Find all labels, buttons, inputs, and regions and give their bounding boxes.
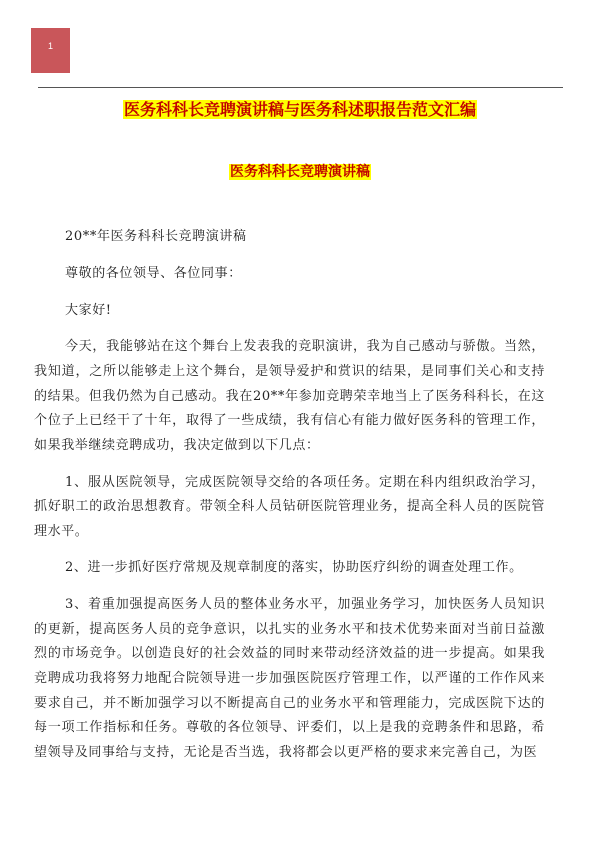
page-number: 1 [47,41,53,51]
section-title [0,162,600,182]
document-title [0,99,600,121]
paragraph-point-1: 1、服从医院领导，完成医院领导交给的各项任务。定期在科内组织政治学习，抓好职工的政治思想教育。带领全科人员钻研医院管理业务，提高全科人员的医院管理水平。 [34,474,545,539]
paragraph-point-3: 3、着重加强提高医务人员的整体业务水平，加强业务学习，加快医务人员知识的更新，提高医务人员的竞争意识，以扎实的业务水平和技术优势来面对当前日益激烈的市场竞争。以创造良好的社会效益的同时来带动经济效益的进一步提高。如果我竞聘成功我将努力地配合院领导进一步加强医院医疗管理工作，以严谨的工作作风来要求自己，并不断加强学习以不断提高自己的业务水平和管理能力，完成医院下达的每一项工作指标和任务。尊敬的各位领导、评委们，以上是我的竞聘条件和思路，希望领导及同事给与支持，无论是否当选，我将都会以更严格的要求来完善自己，为医 [34,597,545,760]
section-title-text: 医务科科长竞聘演讲稿 [230,164,370,180]
page-number-badge [31,28,70,73]
paragraph-intro: 今天，我能够站在这个舞台上发表我的竞职演讲，我为自己感动与骄傲。当然，我知道，之所以能够走上这个舞台，是领导爱护和赏识的结果，是同事们关心和支持的结果。但我仍然为自己感动。我在20**年参加竞聘荣幸地当上了医务科科长，在这个位子上已经干了十年，取得了一些成绩，我有信心有能力做好医务科的管理工作，如果我举继续竞聘成功，我决定做到以下几点： [34,339,545,453]
header-divider [38,87,563,88]
paragraph-salutation: 尊敬的各位领导、各位同事： [65,265,242,281]
paragraph-point-2: 2、进一步抓好医疗常规及规章制度的落实，协助医疗纠纷的调查处理工作。 [65,560,523,576]
paragraph-greeting: 大家好! [65,302,112,318]
document-title-text: 医务科科长竞聘演讲稿与医务科述职报告范文汇编 [123,100,476,119]
paragraph-heading: 20**年医务科科长竞聘演讲稿 [65,229,247,244]
document-body [34,225,545,778]
